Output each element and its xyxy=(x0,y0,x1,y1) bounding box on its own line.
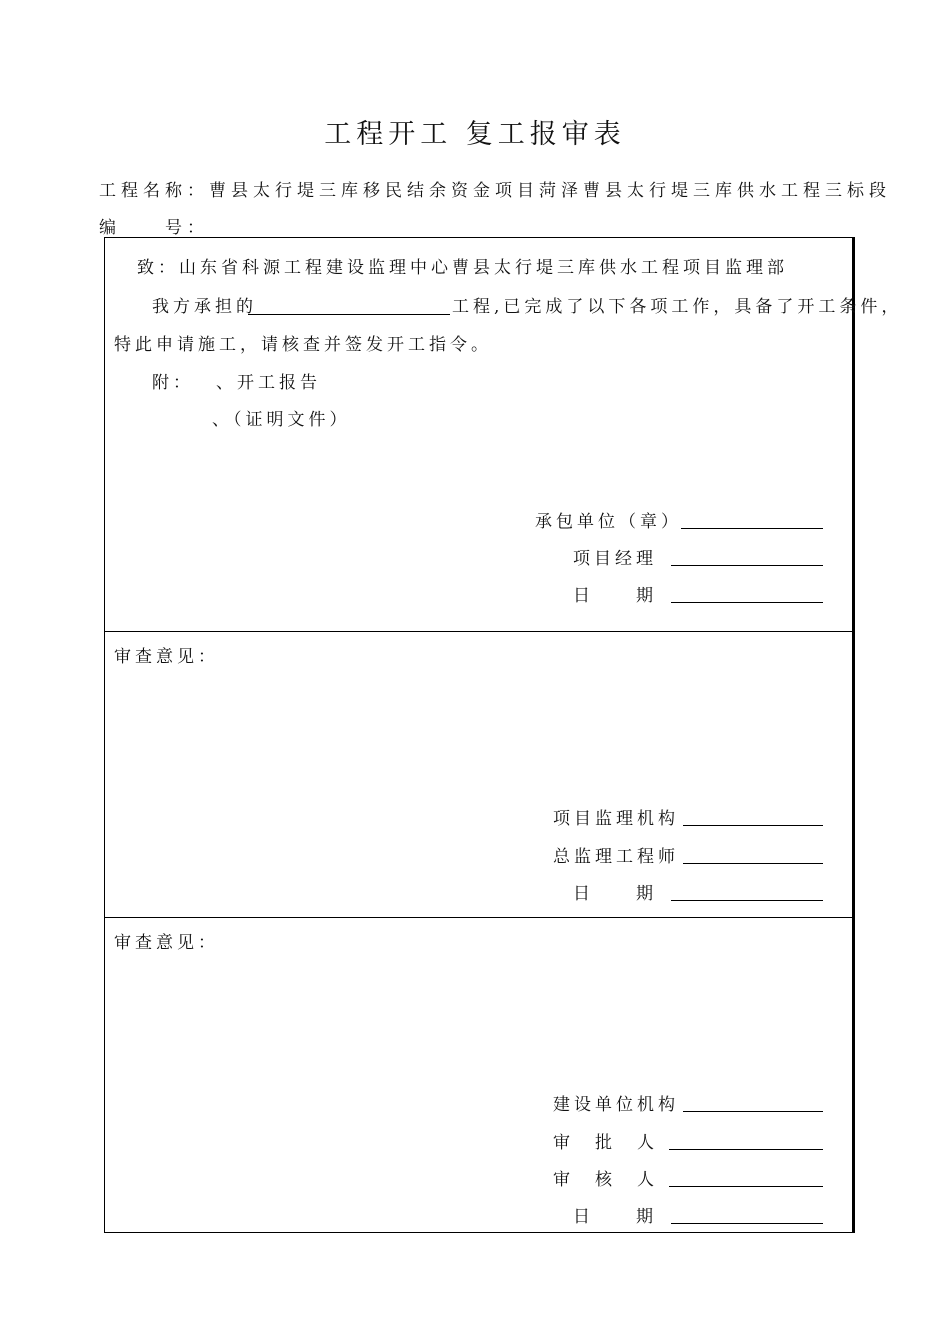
manager-signature-line[interactable] xyxy=(671,565,823,566)
owner-date-label: 日 期 xyxy=(573,1207,657,1227)
review-opinion-label: 审查意见： xyxy=(114,647,219,667)
project-name-value: 曹县太行堤三库移民结余资金项目菏泽曹县太行堤三库供水工程三标段 xyxy=(209,181,891,201)
addressee-line: 致：山东省科源工程建设监理中心曹县太行堤三库供水工程项目监理部 xyxy=(137,258,788,278)
reviewer-label: 审 核 人 xyxy=(553,1170,658,1190)
attachment-item-2: 、（证明文件） xyxy=(212,410,351,430)
chief-engineer-label: 总监理工程师 xyxy=(553,847,679,867)
review-date-label: 日 期 xyxy=(573,884,657,904)
date-signature-line[interactable] xyxy=(671,602,823,603)
contractor-label: 承包单位（章） xyxy=(535,512,682,532)
attachment-label: 附： xyxy=(152,373,194,393)
paragraph-middle: 工程,已完成了以下各项工作，具备了开工条件， xyxy=(452,297,903,317)
date-label: 日 期 xyxy=(573,586,657,606)
reviewer-line[interactable] xyxy=(669,1186,823,1187)
owner-date-line[interactable] xyxy=(671,1223,823,1224)
supervision-org-label: 项目监理机构 xyxy=(553,809,679,829)
paragraph-line-2: 特此申请施工，请核查并签发开工指令。 xyxy=(114,335,492,355)
owner-org-label: 建设单位机构 xyxy=(553,1095,679,1115)
approver-line[interactable] xyxy=(669,1149,823,1150)
project-name-row xyxy=(99,176,891,201)
owner-org-line[interactable] xyxy=(683,1111,823,1112)
review-date-line[interactable] xyxy=(671,900,823,901)
form-title: 工程开工 复工报审表 xyxy=(324,119,626,150)
attachment-item-1: 、开工报告 xyxy=(216,373,321,393)
contractor-signature-line[interactable] xyxy=(681,528,823,529)
number-label: 编 号： xyxy=(99,218,209,238)
section-divider xyxy=(105,917,852,918)
owner-opinion-label: 审查意见： xyxy=(114,933,219,953)
application-form-table xyxy=(104,237,903,1233)
chief-engineer-line[interactable] xyxy=(683,863,823,864)
manager-label: 项目经理 xyxy=(573,549,657,569)
project-name-label: 工程名称： xyxy=(99,181,209,201)
section-divider xyxy=(105,631,852,632)
supervision-org-line[interactable] xyxy=(683,825,823,826)
approver-label: 审 批 人 xyxy=(553,1133,658,1153)
paragraph-start: 我方承担的 xyxy=(152,297,257,317)
project-blank-field[interactable] xyxy=(248,314,450,315)
